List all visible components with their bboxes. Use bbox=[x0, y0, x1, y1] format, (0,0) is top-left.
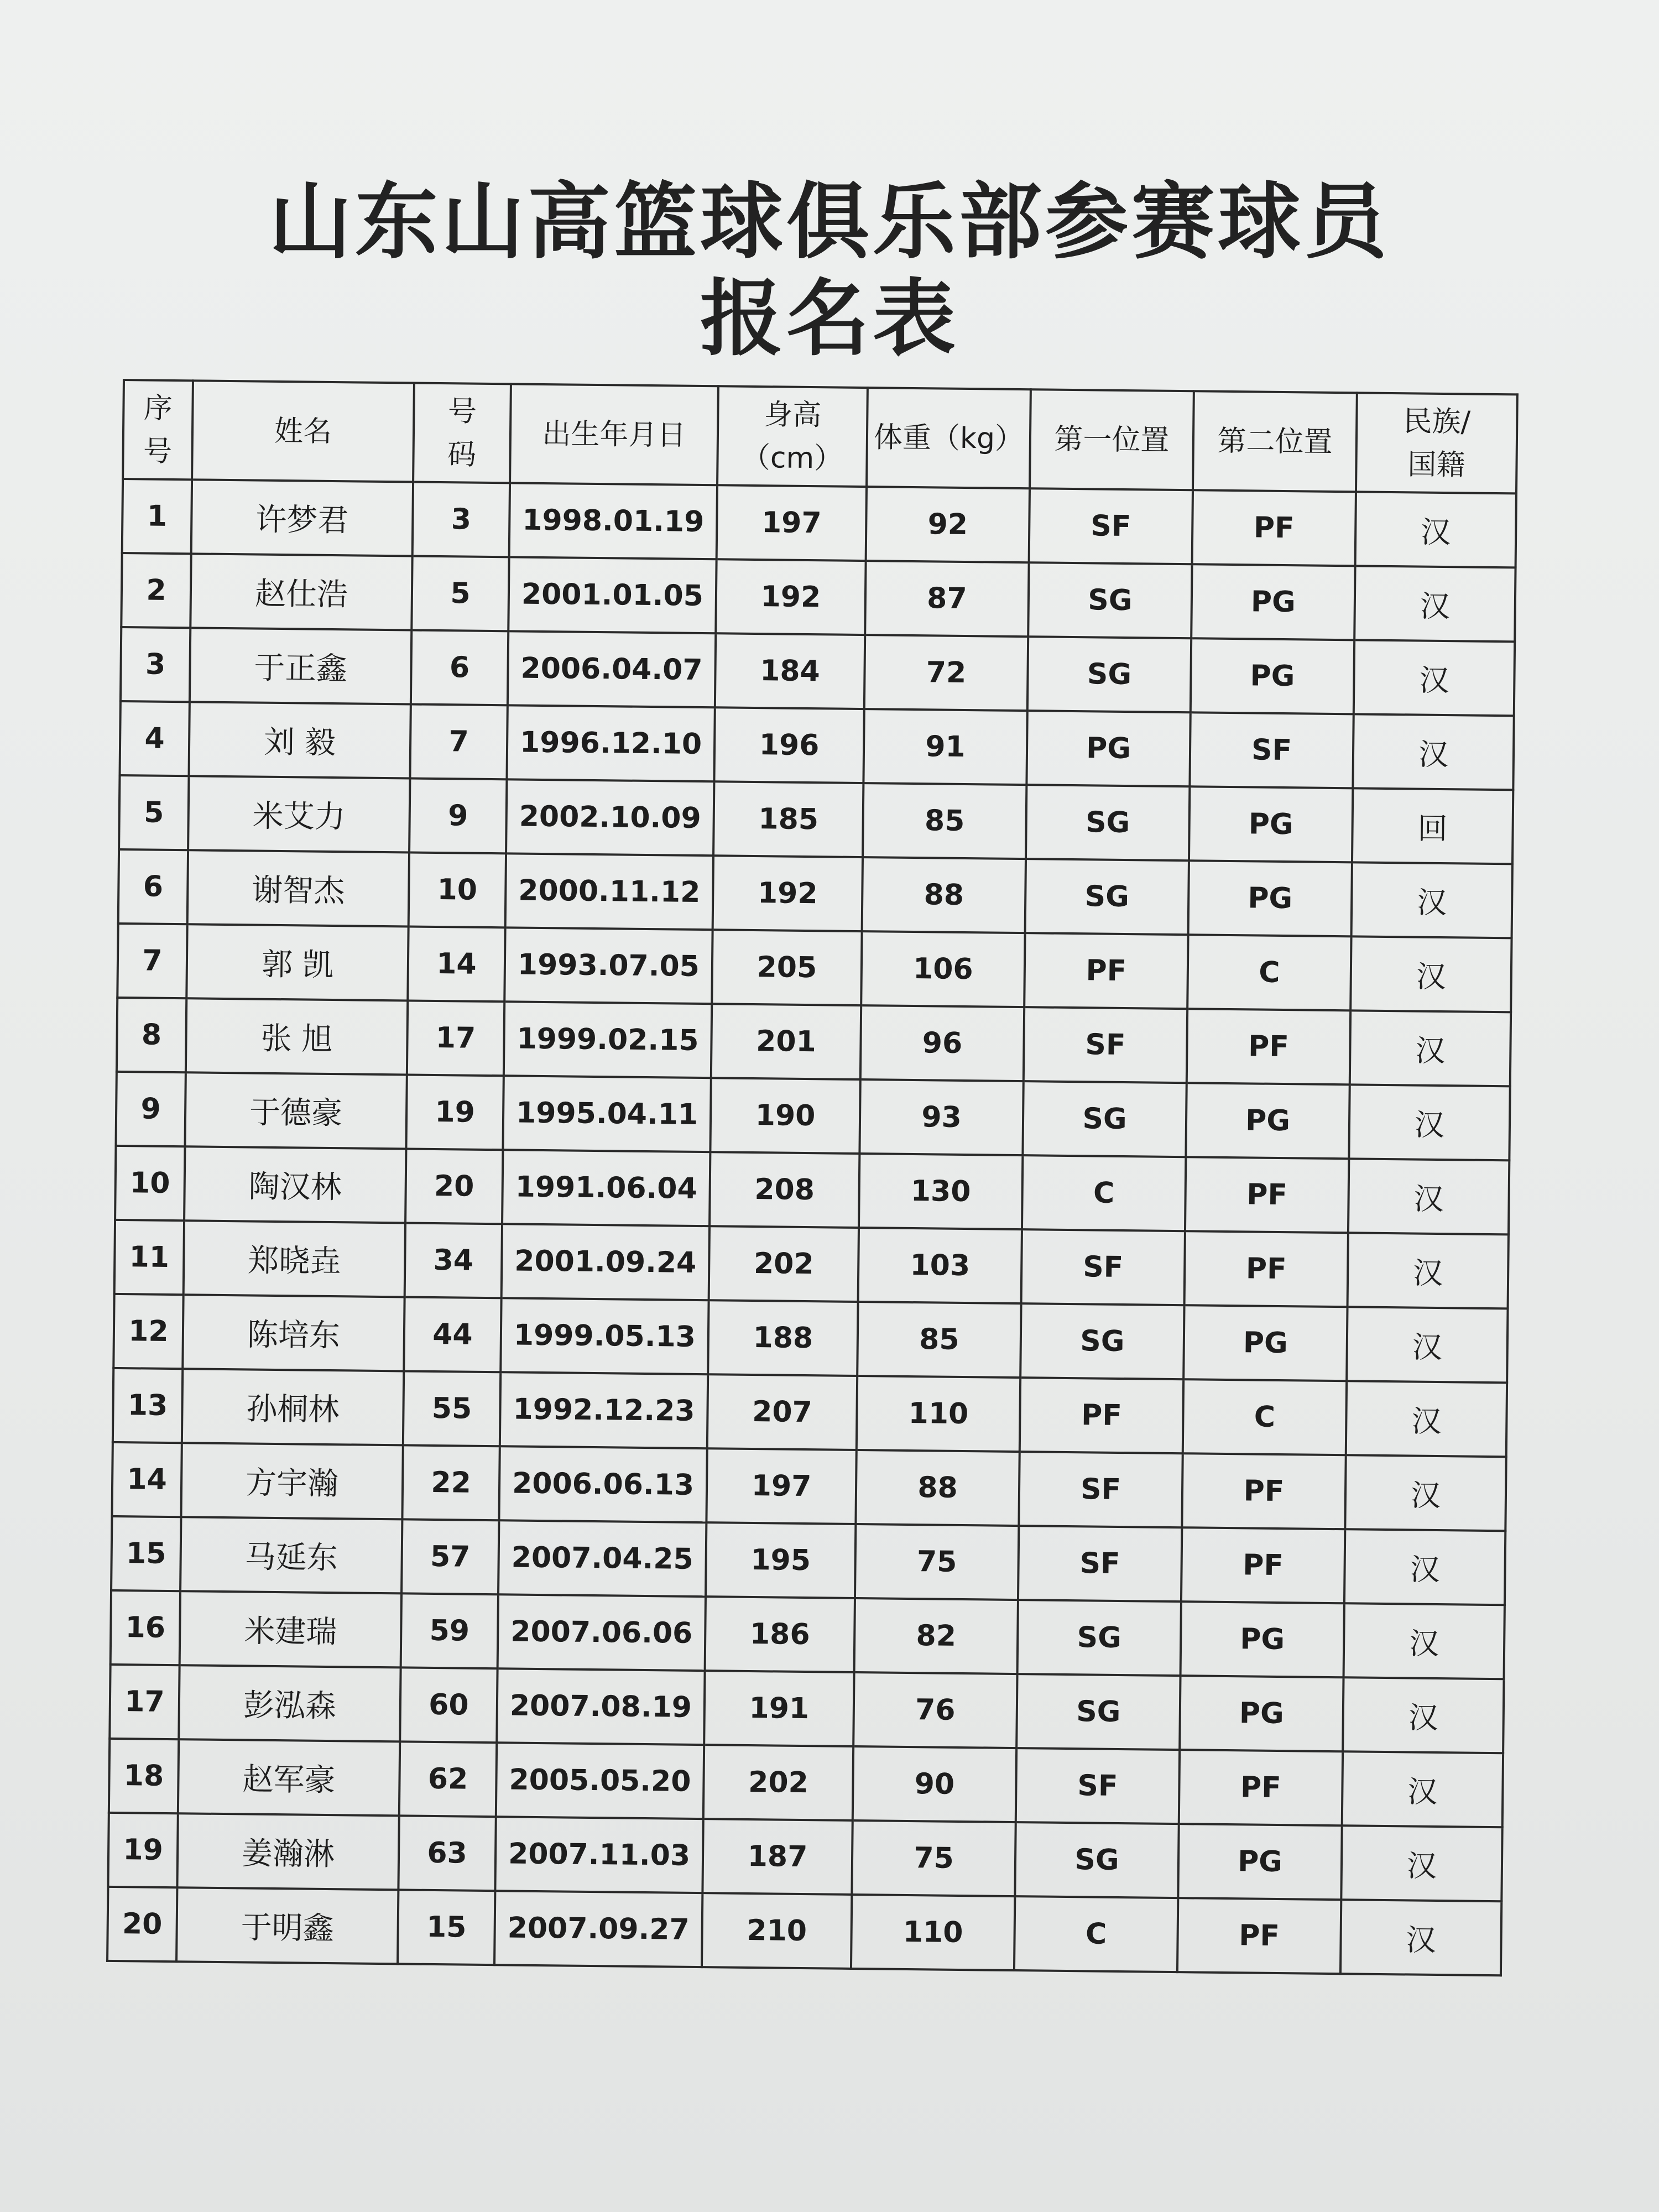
cell-seq: 11 bbox=[114, 1220, 184, 1295]
cell-player-name: 郭 凯 bbox=[186, 924, 408, 1000]
cell-height: 202 bbox=[703, 1745, 853, 1820]
cell-jersey-number: 9 bbox=[409, 778, 507, 853]
cell-birth-date: 1992.12.23 bbox=[500, 1372, 708, 1448]
cell-seq: 19 bbox=[108, 1813, 178, 1887]
cell-position-2: PF bbox=[1182, 1453, 1345, 1529]
cell-position-1: PF bbox=[1024, 933, 1188, 1009]
header-position-1: 第一位置 bbox=[1030, 389, 1194, 490]
cell-height: 187 bbox=[702, 1819, 852, 1895]
cell-ethnicity: 汉 bbox=[1355, 492, 1516, 567]
cell-ethnicity: 汉 bbox=[1345, 1455, 1506, 1531]
header-name: 姓名 bbox=[192, 380, 414, 482]
cell-player-name: 陈培东 bbox=[182, 1295, 404, 1371]
cell-position-2: PF bbox=[1179, 1750, 1343, 1825]
table-row bbox=[107, 1887, 1501, 1975]
cell-position-2: C bbox=[1187, 935, 1351, 1010]
cell-jersey-number: 15 bbox=[398, 1890, 495, 1965]
cell-ethnicity: 汉 bbox=[1352, 862, 1512, 938]
cell-ethnicity: 汉 bbox=[1346, 1381, 1507, 1457]
cell-ethnicity: 汉 bbox=[1354, 640, 1515, 716]
table-row bbox=[122, 479, 1516, 567]
cell-weight: 130 bbox=[859, 1154, 1022, 1229]
cell-height: 192 bbox=[713, 855, 863, 931]
cell-seq: 3 bbox=[121, 627, 190, 702]
roster-table bbox=[106, 379, 1519, 1976]
cell-position-1: SG bbox=[1027, 637, 1191, 712]
cell-position-2: PG bbox=[1191, 564, 1355, 640]
cell-ethnicity: 汉 bbox=[1344, 1529, 1505, 1605]
cell-weight: 88 bbox=[862, 857, 1026, 933]
cell-weight: 75 bbox=[855, 1524, 1019, 1600]
cell-height: 191 bbox=[704, 1671, 854, 1746]
table-row bbox=[117, 924, 1511, 1012]
cell-birth-date: 2007.09.27 bbox=[494, 1891, 702, 1967]
cell-ethnicity: 汉 bbox=[1342, 1751, 1503, 1827]
cell-player-name: 赵军豪 bbox=[178, 1739, 400, 1815]
cell-height: 201 bbox=[711, 1004, 861, 1079]
header-height: 身高 （cm） bbox=[717, 386, 868, 487]
cell-player-name: 张 旭 bbox=[186, 998, 408, 1074]
cell-jersey-number: 19 bbox=[406, 1074, 503, 1150]
cell-jersey-number: 3 bbox=[413, 482, 510, 557]
cell-weight: 91 bbox=[863, 709, 1027, 785]
table-row bbox=[121, 553, 1515, 641]
cell-position-1: SG bbox=[1018, 1600, 1181, 1676]
cell-position-1: SG bbox=[1025, 859, 1189, 935]
cell-seq: 14 bbox=[112, 1442, 181, 1517]
cell-player-name: 彭泓森 bbox=[179, 1665, 400, 1741]
cell-jersey-number: 20 bbox=[405, 1149, 503, 1224]
table-row bbox=[113, 1294, 1507, 1383]
cell-ethnicity: 汉 bbox=[1347, 1307, 1507, 1383]
cell-ethnicity: 汉 bbox=[1349, 1084, 1510, 1160]
table-header-row bbox=[123, 380, 1517, 493]
cell-height: 202 bbox=[709, 1226, 859, 1302]
table-row bbox=[116, 1072, 1510, 1160]
cell-weight: 85 bbox=[863, 783, 1026, 859]
cell-position-2: PG bbox=[1191, 638, 1354, 714]
cell-position-2: PF bbox=[1192, 490, 1356, 566]
cell-birth-date: 1993.07.05 bbox=[504, 927, 712, 1004]
cell-birth-date: 2001.09.24 bbox=[502, 1224, 709, 1300]
cell-seq: 9 bbox=[116, 1072, 185, 1146]
cell-position-2: PF bbox=[1181, 1527, 1345, 1603]
cell-player-name: 陶汉林 bbox=[184, 1146, 406, 1223]
cell-weight: 90 bbox=[853, 1746, 1016, 1822]
cell-seq: 6 bbox=[118, 849, 188, 924]
cell-ethnicity: 汉 bbox=[1350, 936, 1511, 1012]
table-row bbox=[109, 1739, 1503, 1827]
cell-position-2: PF bbox=[1185, 1157, 1349, 1233]
cell-seq: 20 bbox=[107, 1887, 177, 1961]
cell-player-name: 米艾力 bbox=[188, 776, 410, 852]
cell-seq: 18 bbox=[109, 1739, 179, 1813]
cell-weight: 72 bbox=[864, 635, 1028, 711]
cell-jersey-number: 22 bbox=[402, 1445, 499, 1520]
table-row bbox=[108, 1813, 1502, 1901]
cell-player-name: 刘 毅 bbox=[189, 702, 410, 778]
cell-weight: 75 bbox=[852, 1820, 1015, 1896]
cell-position-1: SG bbox=[1020, 1303, 1184, 1379]
cell-position-2: PG bbox=[1183, 1305, 1347, 1381]
cell-weight: 103 bbox=[858, 1228, 1022, 1303]
cell-position-2: PF bbox=[1177, 1898, 1341, 1974]
header-ethnicity: 民族/ 国籍 bbox=[1356, 393, 1517, 493]
cell-player-name: 孙桐林 bbox=[182, 1369, 404, 1445]
page-title: 山东山高篮球俱乐部参赛球员 bbox=[268, 173, 1390, 270]
cell-ethnicity: 汉 bbox=[1344, 1603, 1505, 1679]
cell-height: 197 bbox=[717, 485, 867, 561]
cell-ethnicity: 回 bbox=[1352, 788, 1513, 864]
cell-jersey-number: 55 bbox=[403, 1371, 500, 1446]
cell-position-2: PG bbox=[1186, 1083, 1349, 1159]
cell-height: 197 bbox=[706, 1448, 856, 1524]
cell-seq: 8 bbox=[117, 998, 186, 1072]
cell-position-1: SF bbox=[1016, 1748, 1180, 1824]
cell-birth-date: 1991.06.04 bbox=[502, 1150, 710, 1226]
cell-seq: 2 bbox=[121, 553, 191, 628]
cell-seq: 1 bbox=[122, 479, 192, 554]
cell-position-1: PF bbox=[1020, 1378, 1183, 1453]
cell-position-1: SF bbox=[1024, 1007, 1187, 1083]
cell-weight: 88 bbox=[855, 1450, 1019, 1526]
cell-height: 185 bbox=[713, 781, 863, 857]
table-row bbox=[109, 1665, 1504, 1753]
header-number: 号 码 bbox=[413, 383, 511, 483]
cell-position-1: SG bbox=[1028, 562, 1192, 638]
cell-position-1: SF bbox=[1029, 488, 1193, 564]
cell-jersey-number: 5 bbox=[411, 556, 509, 632]
table-row bbox=[121, 627, 1515, 716]
cell-position-2: SF bbox=[1190, 712, 1353, 788]
table-row bbox=[111, 1590, 1505, 1679]
cell-player-name: 赵仕浩 bbox=[190, 554, 412, 630]
cell-seq: 16 bbox=[111, 1590, 180, 1665]
cell-position-1: C bbox=[1014, 1896, 1178, 1972]
cell-position-2: PG bbox=[1181, 1601, 1344, 1677]
cell-position-1: SG bbox=[1015, 1822, 1178, 1898]
cell-birth-date: 2007.06.06 bbox=[498, 1594, 706, 1671]
cell-seq: 17 bbox=[109, 1665, 179, 1739]
cell-seq: 15 bbox=[111, 1516, 181, 1591]
cell-birth-date: 1998.01.19 bbox=[509, 483, 717, 559]
cell-height: 192 bbox=[716, 559, 865, 635]
cell-position-1: C bbox=[1022, 1155, 1186, 1231]
cell-position-1: SF bbox=[1018, 1526, 1182, 1601]
cell-weight: 110 bbox=[857, 1376, 1020, 1452]
cell-player-name: 许梦君 bbox=[191, 479, 413, 556]
cell-height: 186 bbox=[705, 1597, 855, 1672]
cell-position-1: SG bbox=[1026, 785, 1190, 860]
header-seq: 序 号 bbox=[123, 380, 193, 479]
table-row bbox=[114, 1220, 1509, 1308]
table-row bbox=[119, 701, 1514, 790]
cell-jersey-number: 62 bbox=[399, 1741, 497, 1817]
cell-position-2: PG bbox=[1188, 860, 1352, 936]
cell-position-2: PG bbox=[1180, 1676, 1343, 1751]
cell-player-name: 谢智杰 bbox=[187, 850, 409, 926]
cell-position-1: SG bbox=[1022, 1081, 1186, 1157]
cell-birth-date: 2007.08.19 bbox=[497, 1668, 705, 1745]
cell-player-name: 姜瀚淋 bbox=[177, 1813, 399, 1890]
cell-birth-date: 2001.01.05 bbox=[508, 557, 716, 633]
cell-weight: 96 bbox=[860, 1005, 1024, 1081]
table-row bbox=[117, 998, 1511, 1086]
cell-weight: 106 bbox=[861, 931, 1025, 1007]
cell-birth-date: 2006.04.07 bbox=[508, 631, 716, 707]
cell-position-1: SF bbox=[1021, 1229, 1185, 1305]
cell-ethnicity: 汉 bbox=[1354, 566, 1515, 641]
cell-birth-date: 2005.05.20 bbox=[496, 1743, 704, 1819]
cell-player-name: 于德豪 bbox=[185, 1072, 406, 1149]
table-row bbox=[118, 849, 1512, 938]
cell-height: 184 bbox=[715, 633, 865, 709]
cell-birth-date: 2006.06.13 bbox=[499, 1446, 707, 1522]
cell-birth-date: 1996.12.10 bbox=[507, 705, 714, 781]
cell-position-2: PF bbox=[1185, 1231, 1348, 1307]
cell-jersey-number: 44 bbox=[404, 1297, 501, 1372]
cell-seq: 13 bbox=[113, 1368, 182, 1443]
cell-birth-date: 1995.04.11 bbox=[503, 1076, 711, 1152]
cell-seq: 10 bbox=[115, 1146, 185, 1220]
cell-jersey-number: 57 bbox=[401, 1519, 499, 1594]
cell-ethnicity: 汉 bbox=[1348, 1233, 1509, 1308]
cell-player-name: 于正鑫 bbox=[190, 628, 411, 704]
cell-birth-date: 1999.02.15 bbox=[504, 1001, 712, 1078]
table-row bbox=[119, 775, 1513, 864]
cell-jersey-number: 6 bbox=[411, 630, 508, 705]
cell-ethnicity: 汉 bbox=[1340, 1900, 1501, 1975]
cell-height: 188 bbox=[708, 1300, 858, 1376]
cell-position-2: PF bbox=[1187, 1009, 1350, 1084]
cell-seq: 4 bbox=[119, 701, 189, 776]
cell-position-1: PG bbox=[1026, 711, 1190, 786]
cell-birth-date: 2000.11.12 bbox=[505, 853, 713, 930]
cell-ethnicity: 汉 bbox=[1348, 1159, 1509, 1234]
cell-position-1: SG bbox=[1016, 1674, 1180, 1750]
cell-ethnicity: 汉 bbox=[1350, 1010, 1511, 1086]
cell-height: 195 bbox=[706, 1522, 855, 1598]
cell-jersey-number: 7 bbox=[410, 704, 507, 779]
cell-weight: 82 bbox=[854, 1598, 1018, 1674]
cell-jersey-number: 14 bbox=[408, 926, 505, 1001]
cell-birth-date: 2007.04.25 bbox=[498, 1520, 706, 1597]
cell-weight: 93 bbox=[859, 1079, 1023, 1155]
cell-weight: 87 bbox=[865, 561, 1029, 637]
cell-ethnicity: 汉 bbox=[1341, 1825, 1502, 1901]
header-weight: 体重（kg） bbox=[867, 388, 1031, 488]
roster-body bbox=[107, 479, 1516, 1975]
cell-height: 210 bbox=[702, 1893, 852, 1969]
cell-seq: 5 bbox=[119, 775, 189, 850]
page-subtitle: 报名表 bbox=[700, 270, 959, 367]
table-row bbox=[113, 1368, 1507, 1457]
cell-height: 196 bbox=[714, 707, 864, 783]
cell-height: 190 bbox=[710, 1078, 860, 1154]
cell-weight: 110 bbox=[851, 1895, 1015, 1970]
cell-birth-date: 2002.10.09 bbox=[506, 779, 714, 855]
cell-position-2: C bbox=[1183, 1379, 1347, 1455]
cell-player-name: 马延东 bbox=[180, 1517, 402, 1593]
cell-birth-date: 2007.11.03 bbox=[495, 1817, 703, 1893]
header-position-2: 第二位置 bbox=[1193, 391, 1357, 492]
cell-height: 205 bbox=[712, 930, 862, 1005]
cell-ethnicity: 汉 bbox=[1343, 1677, 1504, 1753]
table-row bbox=[111, 1516, 1505, 1605]
table-row bbox=[115, 1146, 1509, 1234]
table-row bbox=[112, 1442, 1506, 1531]
cell-player-name: 于明鑫 bbox=[176, 1887, 398, 1964]
cell-weight: 85 bbox=[857, 1302, 1021, 1378]
cell-jersey-number: 60 bbox=[400, 1667, 497, 1743]
cell-ethnicity: 汉 bbox=[1353, 714, 1514, 790]
header-birth: 出生年月日 bbox=[510, 384, 718, 485]
cell-player-name: 米建瑞 bbox=[180, 1591, 401, 1667]
cell-jersey-number: 10 bbox=[409, 852, 506, 927]
cell-birth-date: 1999.05.13 bbox=[500, 1298, 708, 1374]
cell-seq: 12 bbox=[113, 1294, 183, 1369]
cell-height: 208 bbox=[709, 1152, 859, 1228]
cell-height: 207 bbox=[707, 1374, 857, 1450]
cell-seq: 7 bbox=[117, 924, 187, 998]
cell-weight: 76 bbox=[853, 1672, 1017, 1748]
cell-jersey-number: 17 bbox=[407, 1000, 504, 1076]
cell-jersey-number: 34 bbox=[405, 1223, 502, 1298]
cell-position-2: PG bbox=[1178, 1824, 1342, 1900]
cell-jersey-number: 59 bbox=[401, 1593, 498, 1668]
cell-player-name: 方宇瀚 bbox=[181, 1443, 403, 1519]
cell-player-name: 郑晓垚 bbox=[184, 1220, 405, 1297]
cell-weight: 92 bbox=[866, 487, 1030, 562]
cell-jersey-number: 63 bbox=[398, 1815, 495, 1891]
cell-position-2: PG bbox=[1189, 786, 1353, 862]
cell-position-1: SF bbox=[1019, 1452, 1182, 1527]
